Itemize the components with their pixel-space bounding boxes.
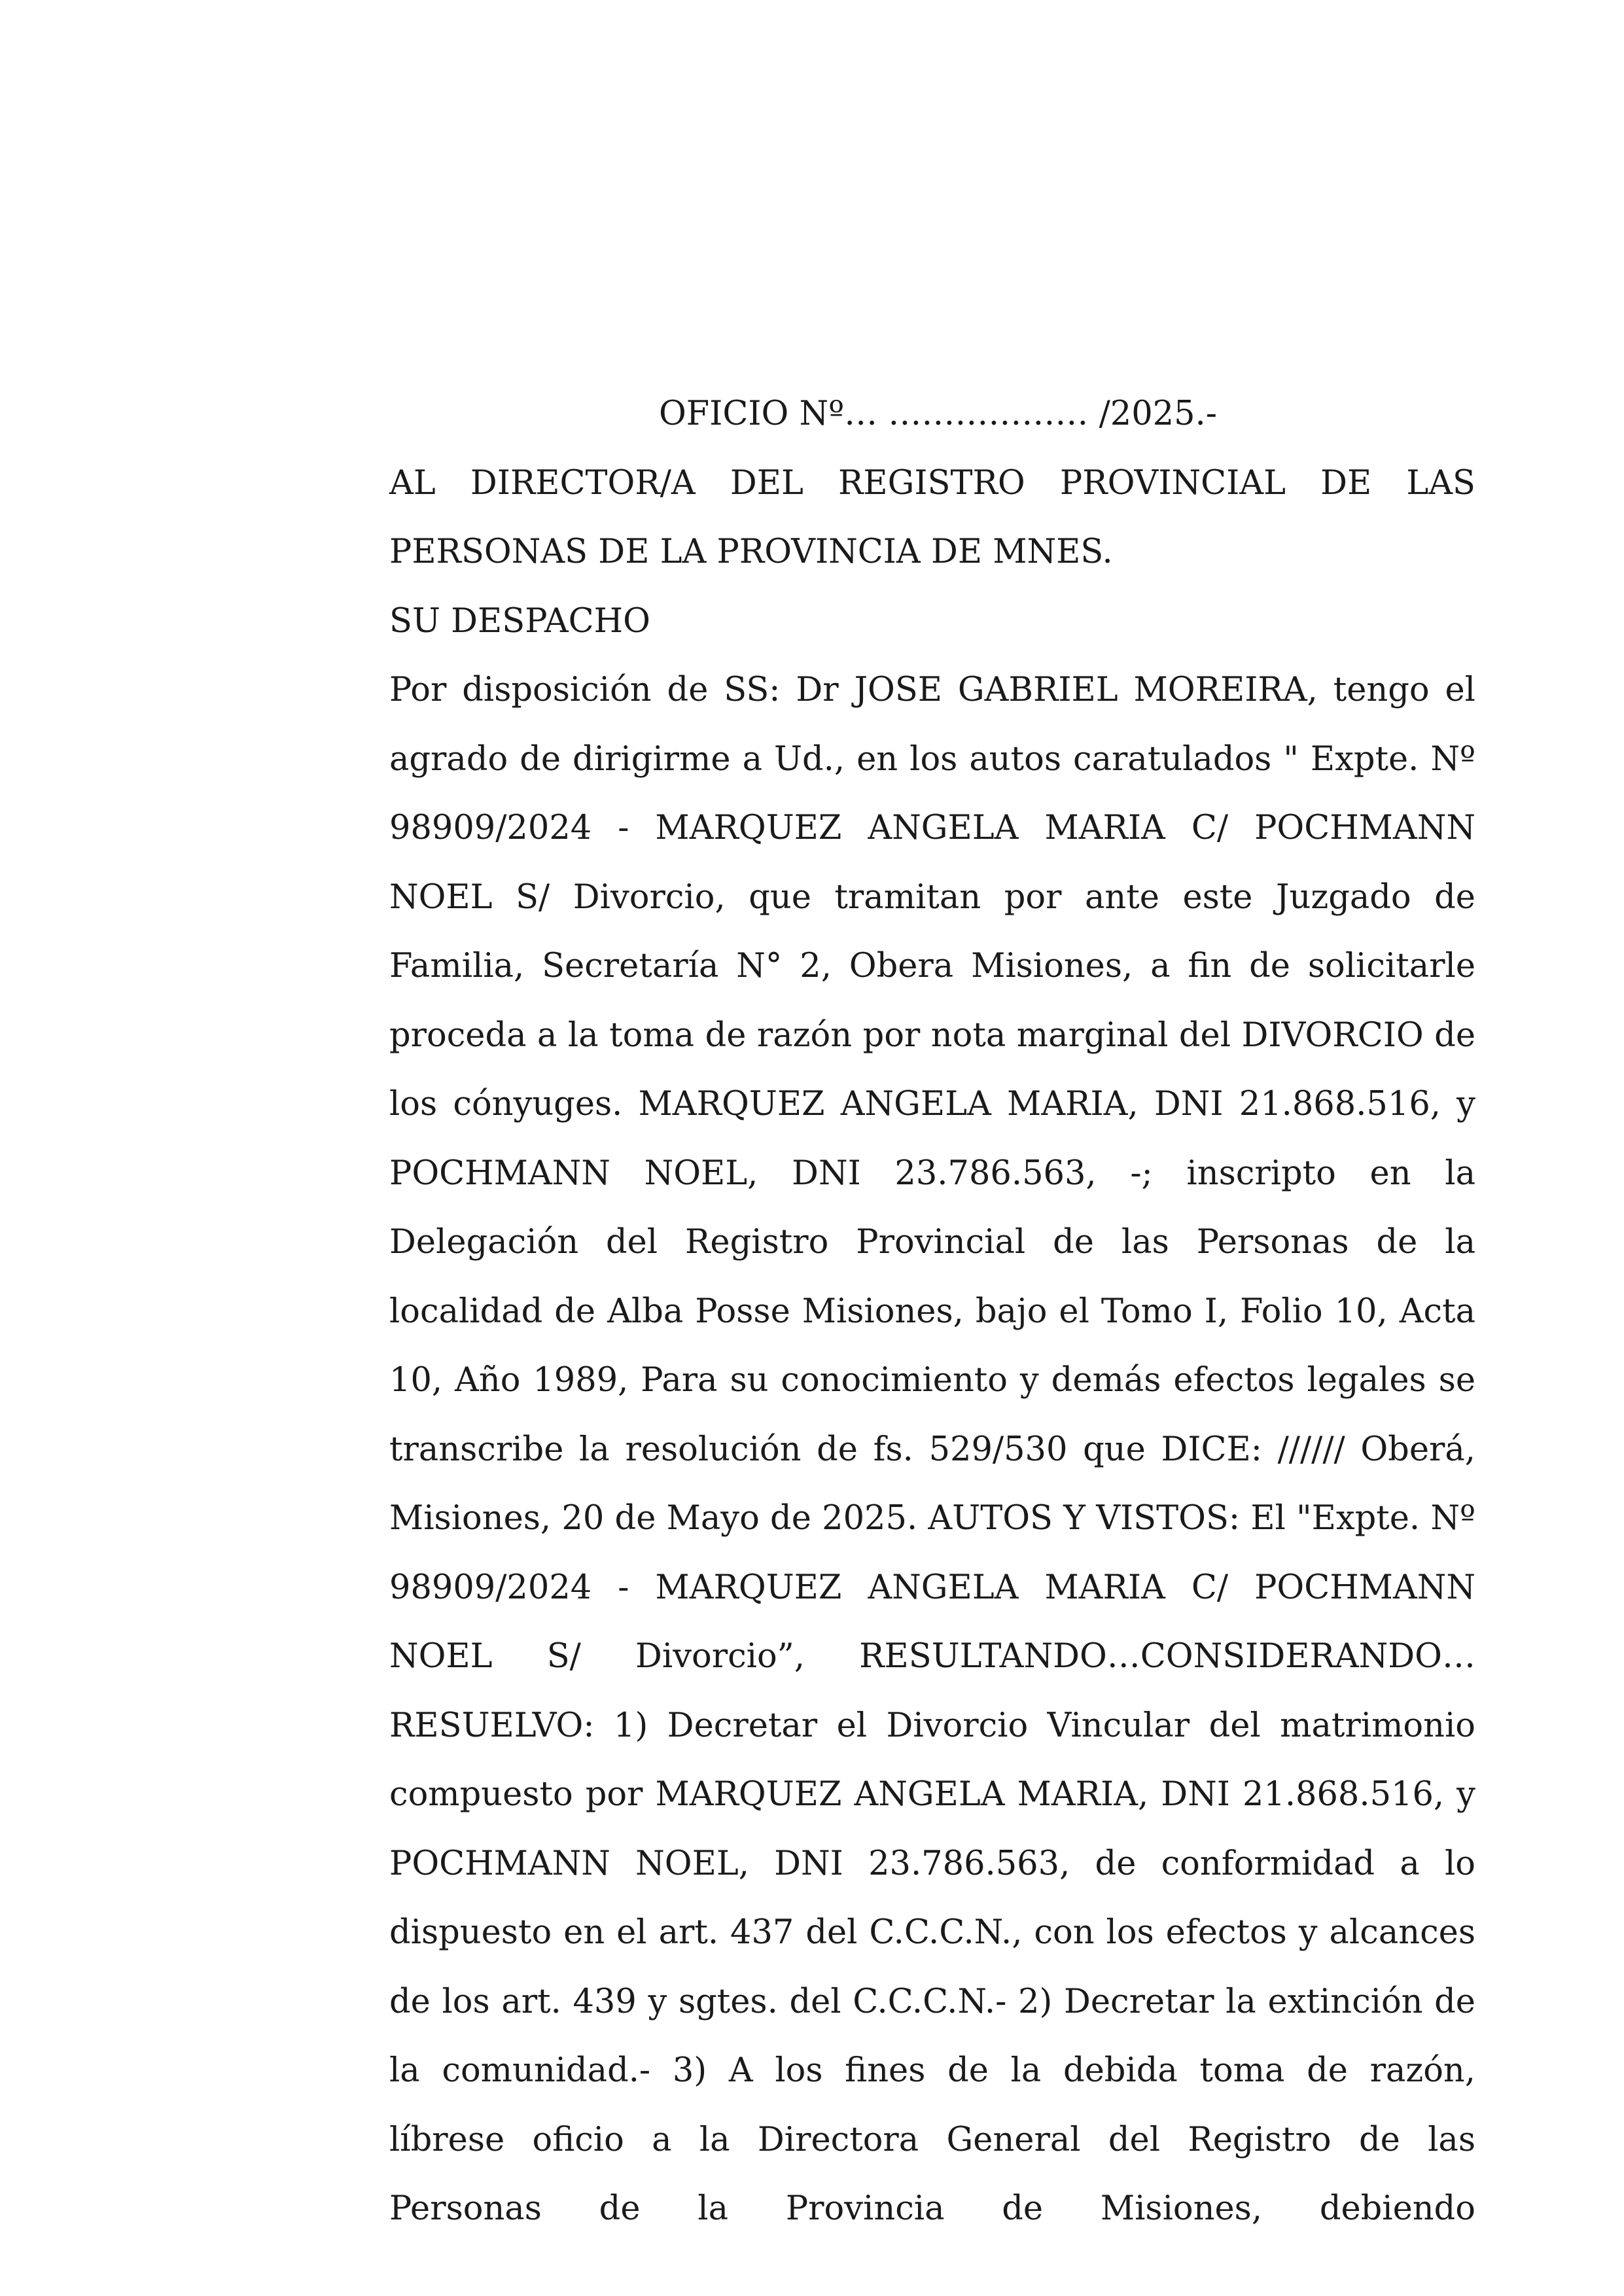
body-paragraph: Por disposición de SS: Dr JOSE GABRIEL MOREIRA, tengo el agrado de dirigirme a Ud., en los autos caratulados " Expte. Nº 98909/2024 - MARQUEZ ANGELA MARIA C/ POCHMANN NOEL S/ Divorcio, que tramitan por ante este Juzgado de Familia, Secretaría N° 2, Obera Misiones, a fin de solicitarle proceda a la toma de razón por nota marginal del DIVORCIO de los cónyuges. MARQUEZ ANGELA MARIA, DNI 21.868.516, y POCHMANN NOEL, DNI 23.786.563, -; inscripto en la Delegación del Registro Provincial de las Personas de la localidad de Alba Posse Misiones, bajo el Tomo I, Folio 10, Acta 10, Año 1989, Para su conocimiento y demás efectos legales se transcribe la resolución de fs. 529/530 que DICE: ////// Oberá, Misiones, 20 de Mayo de 2025. AUTOS Y VISTOS: El "Expte. Nº 98909/2024 - MARQUEZ ANGELA MARIA C/ POCHMANN NOEL S/ Divorcio”, RESULTANDO…CONSIDERANDO…RESUELVO: 1) Decretar el Divorcio Vincular del matrimonio compuesto por MARQUEZ ANGELA MARIA, DNI 21.868.516, y POCHMANN NOEL, DNI 23.786.563, de conformidad a lo dispuesto en el art. 437 del C.C.C.N., con los efectos y alcances de los art. 439 y sgtes. del C.C.C.N.- 2) Decretar la extinción de la comunidad.- 3) A los fines de la debida toma de razón, líbrese oficio a la Directora General del Registro de las Personas de la Provincia de Misiones, debiendo xyxy=(389,671,1475,2228)
document-content xyxy=(389,380,1475,2244)
salutation: SU DESPACHO xyxy=(389,601,650,641)
oficio-title: OFICIO Nº… ……………… /2025.- xyxy=(659,395,1217,433)
addressee: AL DIRECTOR/A DEL REGISTRO PROVINCIAL DE LAS PERSONAS DE LA PROVINCIA DE MNES. xyxy=(389,463,1475,571)
